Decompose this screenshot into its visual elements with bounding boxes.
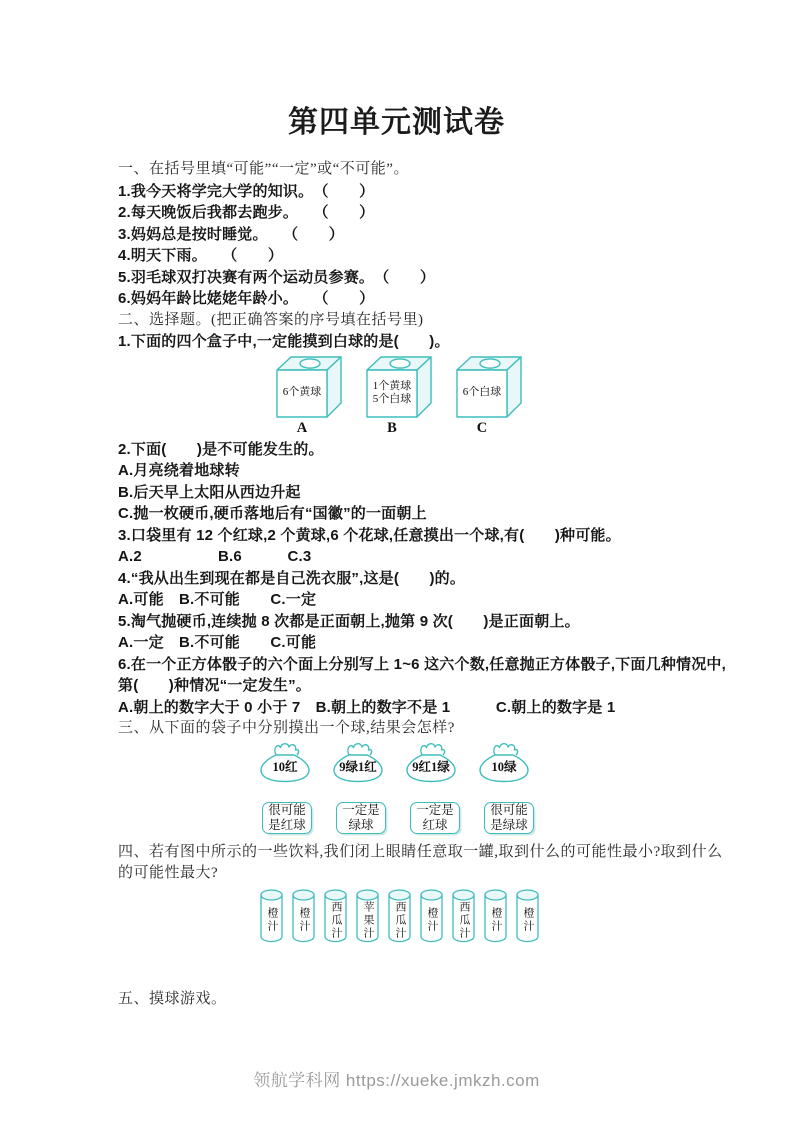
footer-watermark: 领航学科网 https://xueke.jmkzh.com xyxy=(253,1071,540,1090)
answer-line: 是绿球 xyxy=(490,817,528,832)
answer-line: 是红球 xyxy=(268,817,306,832)
can-flavor-label: 西瓜汁 xyxy=(330,900,342,940)
bag-answer-box-4 xyxy=(484,802,534,834)
bag-count-label: 9绿1红 xyxy=(339,759,377,774)
section1-item-2: 2.每天晚饭后我都去跑步。 （ ） xyxy=(118,204,375,221)
section5-heading: 五、摸球游戏。 xyxy=(118,990,227,1007)
ball-box-b xyxy=(366,355,432,437)
section1-item-1: 1.我今天将学完大学的知识。 （ ） xyxy=(118,182,375,200)
bag-answer-box-1 xyxy=(262,802,312,834)
bag-count-label: 10绿 xyxy=(491,759,517,774)
bags-figure xyxy=(118,740,736,842)
juice-can-4 xyxy=(356,888,379,944)
bags-row xyxy=(118,742,736,782)
bag-answer-box-3 xyxy=(410,802,460,834)
juice-can-9 xyxy=(516,888,539,944)
box-letter-label: B xyxy=(387,419,397,436)
bag-answer-box-2 xyxy=(336,802,386,834)
question-3-options: A.2 B.6 C.3 xyxy=(118,548,312,565)
section3-heading: 三、从下面的袋子中分别摸出一个球,结果会怎样? xyxy=(118,720,455,736)
question-1-text: 1.下面的四个盒子中,一定能摸到白球的是( )。 xyxy=(118,333,450,350)
page-title: 第四单元测试卷 xyxy=(288,106,505,139)
bag-count-label: 9红1绿 xyxy=(412,759,450,774)
worksheet-body xyxy=(118,159,736,1010)
juice-can-2 xyxy=(292,888,315,944)
can-flavor-label: 橙汁 xyxy=(266,907,278,933)
juice-can-1 xyxy=(260,888,283,944)
ball-bag-1 xyxy=(259,742,311,783)
answer-line: 一定是 xyxy=(342,803,380,817)
question-4-options: A.可能 B.不可能 C.一定 xyxy=(118,591,317,608)
section1-item-6: 6.妈妈年龄比姥姥年龄小。 （ ） xyxy=(118,290,375,307)
section4-heading-line1: 四、若有图中所示的一些饮料,我们闭上眼睛任意取一罐,取到什么的可能性最小?取到什么 xyxy=(118,843,723,860)
ball-bag-2 xyxy=(332,742,384,783)
section2-heading: 二、选择题。(把正确答案的序号填在括号里) xyxy=(118,311,424,328)
can-flavor-label: 苹果汁 xyxy=(362,900,374,940)
question-2-option-b: B.后天早上太阳从西边升起 xyxy=(118,483,301,501)
juice-can-3 xyxy=(324,888,347,944)
section4-heading-line2: 的可能性最大? xyxy=(118,865,219,881)
answer-line: 很可能 xyxy=(268,803,306,817)
ball-box-a xyxy=(276,355,342,437)
question-6-text-line2: 第( )种情况“一定发生”。 xyxy=(118,677,311,694)
question-5-options: A.一定 B.不可能 C.可能 xyxy=(118,634,317,651)
question-3-text: 3.口袋里有 12 个红球,2 个黄球,6 个花球,任意摸出一个球,有( )种可能。 xyxy=(118,526,621,544)
ball-box-c xyxy=(456,355,522,437)
can-flavor-label: 西瓜汁 xyxy=(458,900,470,940)
bag-answers-row xyxy=(118,802,736,834)
juice-cans-figure xyxy=(118,885,736,948)
question-6-text-line1: 6.在一个正方体骰子的六个面上分别写上 1~6 这六个数,任意抛正方体骰子,下面几种情况中, xyxy=(118,655,726,673)
juice-can-6 xyxy=(420,888,443,944)
ball-bag-3 xyxy=(405,742,457,783)
answer-line: 红球 xyxy=(422,817,448,832)
question-2-option-c: C.抛一枚硬币,硬币落地后有“国徽”的一面朝上 xyxy=(118,505,427,522)
question-6-options: A.朝上的数字大于 0 小于 7 B.朝上的数字不是 1 C.朝上的数字是 1 xyxy=(118,698,616,716)
can-flavor-label: 橙汁 xyxy=(426,907,438,933)
answer-line: 一定是 xyxy=(416,803,454,817)
box-letter-label: C xyxy=(476,419,488,436)
question-4-text: 4.“我从出生到现在都是自己洗衣服”,这是( )的。 xyxy=(118,569,466,587)
box-letter-label: A xyxy=(296,419,308,436)
question-2-text: 2.下面( )是不可能发生的。 xyxy=(118,440,324,458)
juice-can-8 xyxy=(484,888,507,944)
juice-can-5 xyxy=(388,888,411,944)
section1-item-5: 5.羽毛球双打决赛有两个运动员参赛。 （ ） xyxy=(118,268,436,286)
question-5-text: 5.淘气抛硬币,连续抛 8 次都是正面朝上,抛第 9 次( )是正面朝上。 xyxy=(118,612,580,630)
can-flavor-label: 橙汁 xyxy=(522,907,534,933)
section1-heading: 一、在括号里填“可能”“一定”或“不可能”。 xyxy=(118,161,409,177)
can-flavor-label: 橙汁 xyxy=(298,907,310,933)
box-content-label: 6个黄球 xyxy=(282,386,322,399)
bag-count-label: 10红 xyxy=(272,759,298,774)
box-content-label: 1个黄球 5个白球 xyxy=(372,379,412,405)
can-flavor-label: 西瓜汁 xyxy=(394,900,406,940)
juice-can-7 xyxy=(452,888,475,944)
q1-boxes-figure xyxy=(118,353,736,439)
ball-bag-4 xyxy=(478,742,530,783)
section1-item-3: 3.妈妈总是按时睡觉。 （ ） xyxy=(118,225,344,243)
answer-line: 绿球 xyxy=(348,817,374,832)
question-2-option-a: A.月亮绕着地球转 xyxy=(118,462,240,479)
section1-item-4: 4.明天下雨。 （ ） xyxy=(118,247,284,264)
answer-line: 很可能 xyxy=(490,803,528,817)
box-content-label: 6个白球 xyxy=(462,386,502,399)
can-flavor-label: 橙汁 xyxy=(490,907,502,933)
